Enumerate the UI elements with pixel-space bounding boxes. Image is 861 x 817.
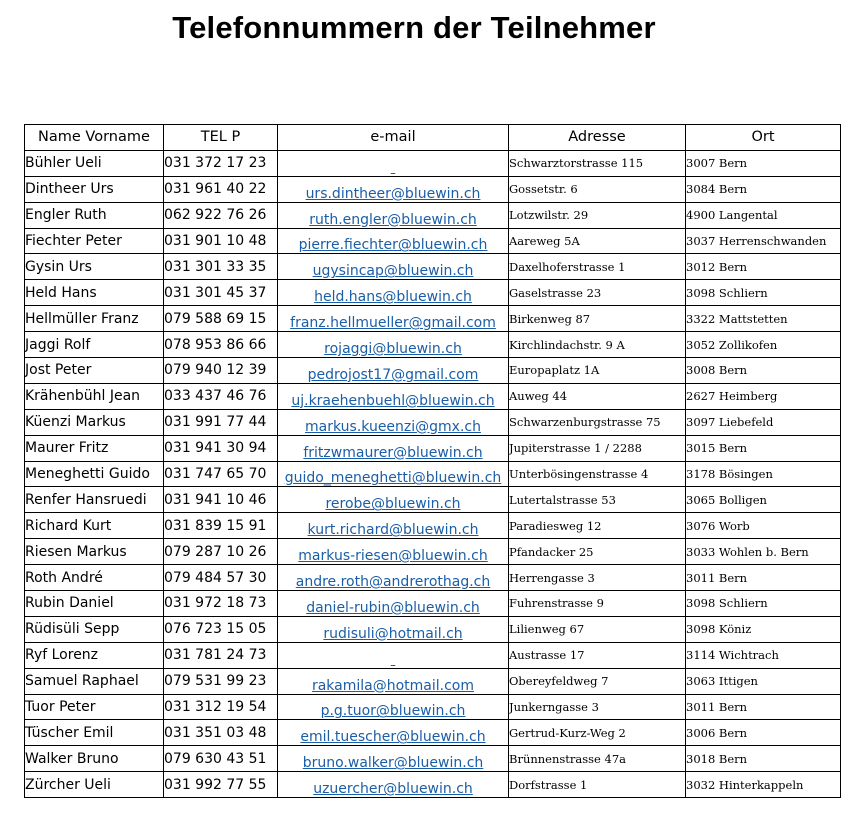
city: 3098 Schliern <box>686 280 841 306</box>
email-cell <box>278 280 509 306</box>
phone-number: 031 301 33 35 <box>164 254 278 280</box>
participant-name: Jaggi Rolf <box>25 332 164 358</box>
email-link[interactable]: held.hans@bluewin.ch <box>314 289 472 306</box>
phone-number: 031 941 30 94 <box>164 435 278 461</box>
address: Herrengasse 3 <box>509 565 686 591</box>
address: Obereyfeldweg 7 <box>509 668 686 694</box>
table-row <box>25 202 841 228</box>
email-cell <box>278 202 509 228</box>
address: Kirchlindachstr. 9 A <box>509 332 686 358</box>
email-cell <box>278 772 509 798</box>
phone-number: 033 437 46 76 <box>164 383 278 409</box>
email-link[interactable]: ugysincap@bluewin.ch <box>312 263 474 280</box>
email-cell <box>278 435 509 461</box>
email-link[interactable]: kurt.richard@bluewin.ch <box>307 522 479 539</box>
participant-name: Hellmüller Franz <box>25 306 164 332</box>
city: 3114 Wichtrach <box>686 642 841 668</box>
table-row <box>25 332 841 358</box>
phone-number: 079 588 69 15 <box>164 306 278 332</box>
phone-number: 031 961 40 22 <box>164 176 278 202</box>
address: Paradiesweg 12 <box>509 513 686 539</box>
column-header-name: Name Vorname <box>25 125 164 151</box>
participant-name: Roth André <box>25 565 164 591</box>
page-title: Telefonnummern der Teilnehmer <box>172 10 656 45</box>
city: 3033 Wohlen b. Bern <box>686 539 841 565</box>
table-row <box>25 409 841 435</box>
email-cell <box>278 668 509 694</box>
phone-number: 079 531 99 23 <box>164 668 278 694</box>
participant-name: Held Hans <box>25 280 164 306</box>
table-row <box>25 383 841 409</box>
email-cell <box>278 176 509 202</box>
column-header-city: Ort <box>686 125 841 151</box>
participant-name: Walker Bruno <box>25 746 164 772</box>
email-cell <box>278 228 509 254</box>
email-cell <box>278 694 509 720</box>
table-row <box>25 539 841 565</box>
email-cell <box>278 254 509 280</box>
city: 3012 Bern <box>686 254 841 280</box>
table-row <box>25 565 841 591</box>
participant-name: Ryf Lorenz <box>25 642 164 668</box>
phone-number: 031 747 65 70 <box>164 461 278 487</box>
email-link[interactable]: markus-riesen@bluewin.ch <box>298 548 488 565</box>
email-cell <box>278 409 509 435</box>
city: 3065 Bolligen <box>686 487 841 513</box>
address: Unterbösingenstrasse 4 <box>509 461 686 487</box>
address: Birkenweg 87 <box>509 306 686 332</box>
city: 3097 Liebefeld <box>686 409 841 435</box>
table-row <box>25 435 841 461</box>
table-header-row <box>25 125 841 151</box>
city: 3018 Bern <box>686 746 841 772</box>
table-row <box>25 513 841 539</box>
email-link[interactable]: andre.roth@andrerothag.ch <box>295 574 491 591</box>
email-cell <box>278 746 509 772</box>
city: 3178 Bösingen <box>686 461 841 487</box>
city: 3011 Bern <box>686 694 841 720</box>
city: 3084 Bern <box>686 176 841 202</box>
address: Pfandacker 25 <box>509 539 686 565</box>
email-link[interactable]: emil.tuescher@bluewin.ch <box>300 729 486 746</box>
participant-name: Zürcher Ueli <box>25 772 164 798</box>
participant-name: Renfer Hansruedi <box>25 487 164 513</box>
city: 4900 Langental <box>686 202 841 228</box>
phone-number: 031 372 17 23 <box>164 150 278 176</box>
email-link[interactable]: rerobe@bluewin.ch <box>325 496 461 513</box>
email-cell <box>278 383 509 409</box>
phone-number: 079 940 12 39 <box>164 358 278 384</box>
email-cell <box>278 487 509 513</box>
participant-name: Küenzi Markus <box>25 409 164 435</box>
address: Auweg 44 <box>509 383 686 409</box>
participant-name: Jost Peter <box>25 358 164 384</box>
address: Lotzwilstr. 29 <box>509 202 686 228</box>
address: Junkerngasse 3 <box>509 694 686 720</box>
email-link[interactable]: fritzwmaurer@bluewin.ch <box>303 444 483 461</box>
participant-name: Rubin Daniel <box>25 591 164 617</box>
column-header-email: e-mail <box>278 125 509 151</box>
email-cell <box>278 565 509 591</box>
phone-number: 062 922 76 26 <box>164 202 278 228</box>
email-link[interactable]: rudisuli@hotmail.ch <box>323 625 463 642</box>
table-row <box>25 772 841 798</box>
table-row <box>25 642 841 668</box>
phone-number: 031 901 10 48 <box>164 228 278 254</box>
email-cell <box>278 358 509 384</box>
phone-number: 079 287 10 26 <box>164 539 278 565</box>
contacts-table <box>24 124 841 798</box>
phone-number: 031 972 18 73 <box>164 591 278 617</box>
address: Austrasse 17 <box>509 642 686 668</box>
city: 2627 Heimberg <box>686 383 841 409</box>
email-link[interactable]: urs.dintheer@bluewin.ch <box>305 185 481 202</box>
participant-name: Krähenbühl Jean <box>25 383 164 409</box>
participant-name: Rüdisüli Sepp <box>25 616 164 642</box>
email-link[interactable]: pierre.fiechter@bluewin.ch <box>298 237 488 254</box>
email-cell <box>278 513 509 539</box>
address: Jupiterstrasse 1 / 2288 <box>509 435 686 461</box>
city: 3063 Ittigen <box>686 668 841 694</box>
participant-name: Fiechter Peter <box>25 228 164 254</box>
address: Fuhrenstrasse 9 <box>509 591 686 617</box>
table-row <box>25 254 841 280</box>
city: 3011 Bern <box>686 565 841 591</box>
address: Gaselstrasse 23 <box>509 280 686 306</box>
address: Lilienweg 67 <box>509 616 686 642</box>
email-cell <box>278 720 509 746</box>
table-row <box>25 616 841 642</box>
city: 3015 Bern <box>686 435 841 461</box>
city: 3006 Bern <box>686 720 841 746</box>
email-link[interactable]: p.g.tuor@bluewin.ch <box>320 703 466 720</box>
phone-number: 079 630 43 51 <box>164 746 278 772</box>
email-link[interactable]: uj.kraehenbuehl@bluewin.ch <box>291 392 495 409</box>
table-row <box>25 487 841 513</box>
table-row <box>25 720 841 746</box>
phone-number: 031 992 77 55 <box>164 772 278 798</box>
phone-number: 079 484 57 30 <box>164 565 278 591</box>
address: Brünnenstrasse 47a <box>509 746 686 772</box>
city: 3322 Mattstetten <box>686 306 841 332</box>
city: 3008 Bern <box>686 358 841 384</box>
email-cell <box>278 616 509 642</box>
table-row <box>25 668 841 694</box>
table-row <box>25 150 841 176</box>
email-cell <box>278 461 509 487</box>
email-link[interactable]: markus.kueenzi@gmx.ch <box>305 418 481 435</box>
table-row <box>25 280 841 306</box>
address: Lutertalstrasse 53 <box>509 487 686 513</box>
participant-name: Tüscher Emil <box>25 720 164 746</box>
city: 3037 Herrenschwanden <box>686 228 841 254</box>
city: 3098 Köniz <box>686 616 841 642</box>
participant-name: Engler Ruth <box>25 202 164 228</box>
table-row <box>25 306 841 332</box>
email-cell <box>278 539 509 565</box>
address: Daxelhoferstrasse 1 <box>509 254 686 280</box>
address: Aareweg 5A <box>509 228 686 254</box>
table-row <box>25 176 841 202</box>
city: 3032 Hinterkappeln <box>686 772 841 798</box>
table-row <box>25 746 841 772</box>
participant-name: Tuor Peter <box>25 694 164 720</box>
participant-name: Maurer Fritz <box>25 435 164 461</box>
participant-name: Riesen Markus <box>25 539 164 565</box>
address: Schwarztorstrasse 115 <box>509 150 686 176</box>
email-cell <box>278 306 509 332</box>
email-link[interactable]: guido_meneghetti@bluewin.ch <box>284 470 502 487</box>
email-link[interactable]: pedrojost17@gmail.com <box>307 366 479 383</box>
email-cell <box>278 332 509 358</box>
email-link[interactable]: ruth.engler@bluewin.ch <box>309 211 477 228</box>
email-link[interactable] <box>391 652 395 668</box>
city: 3098 Schliern <box>686 591 841 617</box>
participant-name: Richard Kurt <box>25 513 164 539</box>
phone-number: 031 312 19 54 <box>164 694 278 720</box>
participant-name: Dintheer Urs <box>25 176 164 202</box>
table-row <box>25 591 841 617</box>
phone-number: 076 723 15 05 <box>164 616 278 642</box>
phone-number: 031 839 15 91 <box>164 513 278 539</box>
email-link[interactable]: rojaggi@bluewin.ch <box>324 341 462 358</box>
city: 3052 Zollikofen <box>686 332 841 358</box>
table-row <box>25 694 841 720</box>
address: Dorfstrasse 1 <box>509 772 686 798</box>
participant-name: Samuel Raphael <box>25 668 164 694</box>
city: 3076 Worb <box>686 513 841 539</box>
email-cell <box>278 591 509 617</box>
email-link[interactable]: uzuercher@bluewin.ch <box>313 781 473 798</box>
participant-name: Gysin Urs <box>25 254 164 280</box>
email-link[interactable]: rakamila@hotmail.com <box>311 677 475 694</box>
email-link[interactable]: franz.hellmueller@gmail.com <box>290 315 496 332</box>
table-row <box>25 228 841 254</box>
address: Europaplatz 1A <box>509 358 686 384</box>
email-cell <box>278 642 509 668</box>
phone-number: 031 301 45 37 <box>164 280 278 306</box>
city: 3007 Bern <box>686 150 841 176</box>
table-row <box>25 358 841 384</box>
phone-number: 078 953 86 66 <box>164 332 278 358</box>
address: Gertrud-Kurz-Weg 2 <box>509 720 686 746</box>
table-body <box>25 150 841 797</box>
email-link[interactable]: bruno.walker@bluewin.ch <box>302 755 484 772</box>
column-header-tel: TEL P <box>164 125 278 151</box>
address: Gossetstr. 6 <box>509 176 686 202</box>
column-header-address: Adresse <box>509 125 686 151</box>
email-link[interactable] <box>391 160 395 176</box>
email-cell <box>278 150 509 176</box>
phone-number: 031 941 10 46 <box>164 487 278 513</box>
phone-number: 031 991 77 44 <box>164 409 278 435</box>
address: Schwarzenburgstrasse 75 <box>509 409 686 435</box>
participant-name: Meneghetti Guido <box>25 461 164 487</box>
email-link[interactable]: daniel-rubin@bluewin.ch <box>306 599 480 616</box>
participant-name: Bühler Ueli <box>25 150 164 176</box>
table-row <box>25 461 841 487</box>
phone-number: 031 781 24 73 <box>164 642 278 668</box>
phone-number: 031 351 03 48 <box>164 720 278 746</box>
